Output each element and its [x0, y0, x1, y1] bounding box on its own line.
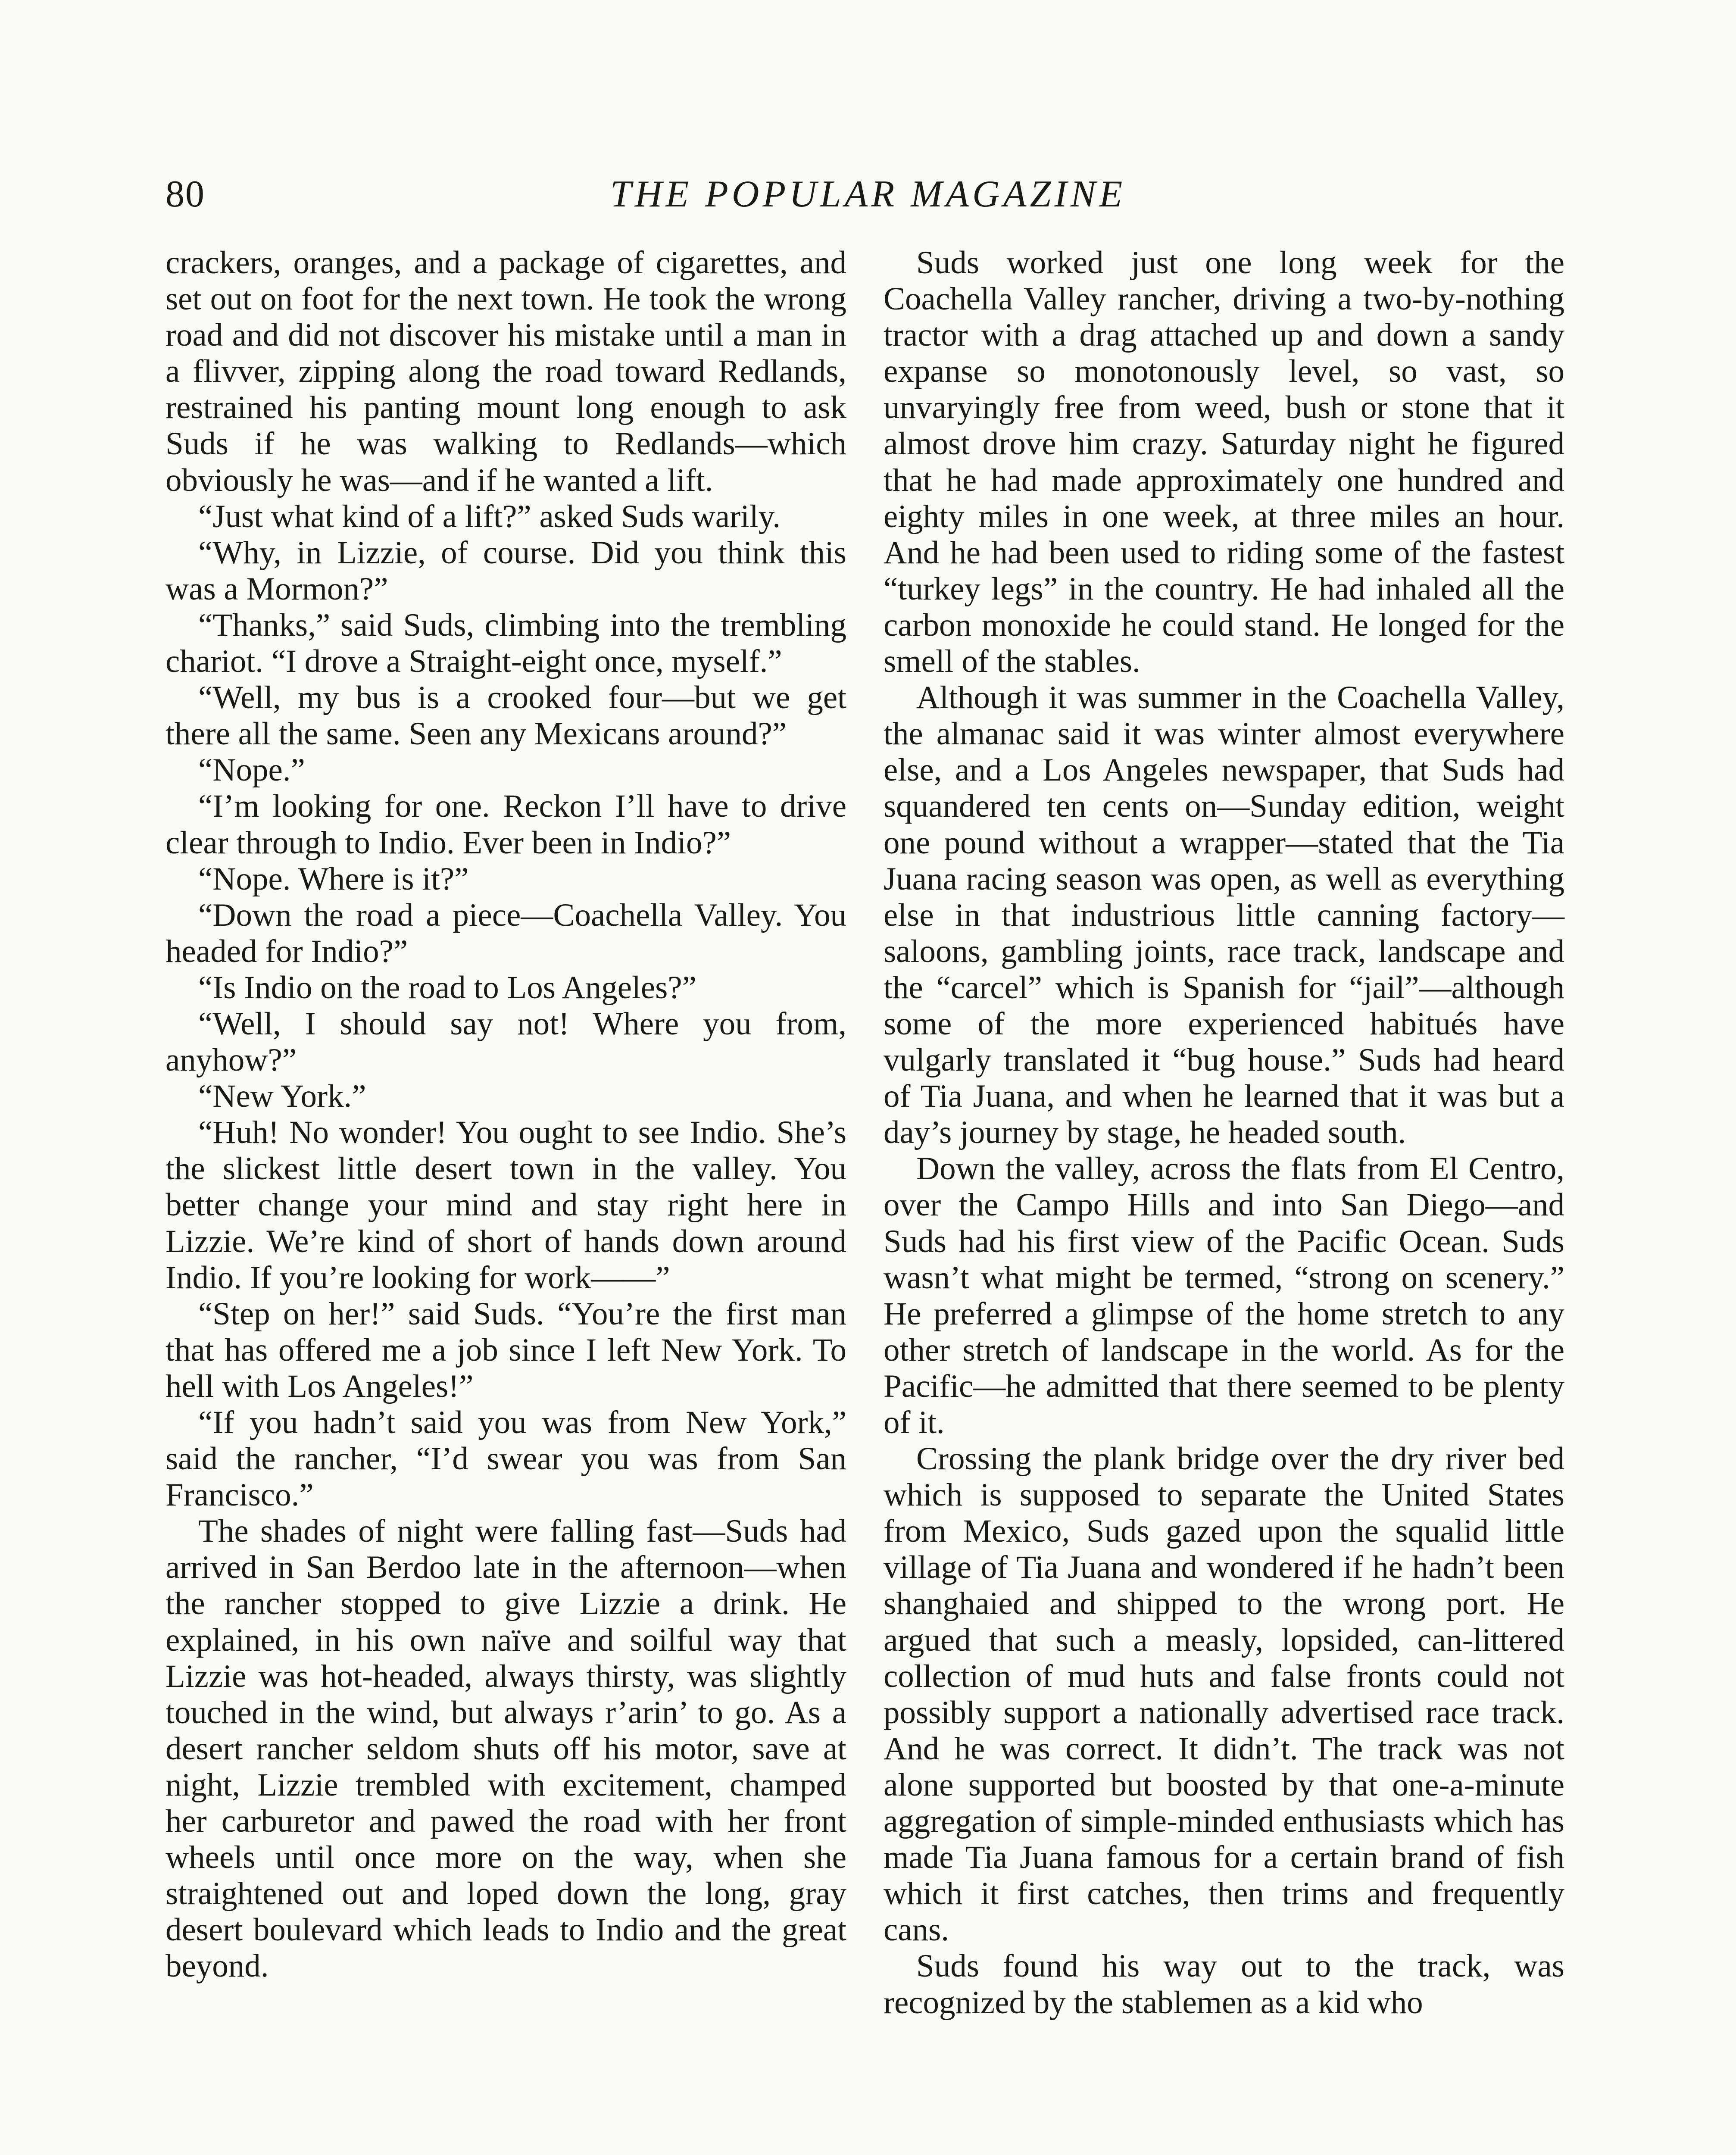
running-title: THE POPULAR MAGAZINE	[610, 173, 1126, 215]
paragraph: Suds found his way out to the track, was recognized by the stablemen as a kid who	[884, 1948, 1564, 2021]
paragraph: crackers, oranges, and a package of cigarettes, and set out on foot for the next town. He took the wrong road and did not discover his mistake until a man in a flivver, zipping along the road toward Redlands, restrained his panting mount long enough to ask Suds if he was walking to Redlands—which obviously he was—and if he wanted a lift.	[165, 245, 846, 498]
right-column	[884, 245, 1564, 2021]
page-header	[165, 166, 1571, 222]
page-number: 80	[165, 173, 205, 215]
paragraph: “Is Indio on the road to Los Angeles?”	[198, 969, 696, 1006]
left-column	[165, 245, 846, 1985]
paragraph: “New York.”	[198, 1078, 366, 1115]
paragraph: “Step on her!” said Suds. “You’re the first man that has offered me a job since I left New York. To hell with Los Angeles!”	[165, 1296, 846, 1404]
paragraph: “Nope. Where is it?”	[198, 861, 469, 897]
paragraph: Although it was summer in the Coachella Valley, the almanac said it was winter almost everywhere else, and a Los Angeles newspaper, that Suds had squandered ten cents on—Sunday edition, weight one pound without a wrapper—stated that the Tia Juana racing season was open, as well as everything else in that industrious little canning factory—saloons, gambling joints, race track, landscape and the “carcel” which is Spanish for “jail”—although some of the more experienced habitués have vulgarly translated it “bug house.” Suds had heard of Tia Juana, and when he learned that it was but a day’s journey by stage, he headed south.	[884, 680, 1564, 1151]
paragraph: “If you hadn’t said you was from New York,” said the rancher, “I’d swear you was from San Francisco.”	[165, 1405, 846, 1513]
paragraph: Down the valley, across the flats from El Centro, over the Campo Hills and into San Diego—and Suds had his first view of the Pacific Ocean. Suds wasn’t what might be termed, “strong on scenery.” He preferred a glimpse of the home stretch to any other stretch of landscape in the world. As for the Pacific—he admitted that there seemed to be plenty of it.	[884, 1151, 1564, 1440]
paragraph: Suds worked just one long week for the Coachella Valley rancher, driving a two-by-nothing tractor with a drag attached up and down a sandy expanse so monotonously level, so vast, so unvaryingly free from weed, bush or stone that it almost drove him crazy. Saturday night he figured that he had made approximately one hundred and eighty miles in one week, at three miles an hour. And he had been used to riding some of the fastest “turkey legs” in the country. He had inhaled all the carbon monoxide he could stand. He longed for the smell of the stables.	[884, 245, 1564, 680]
paragraph: “Nope.”	[198, 752, 305, 788]
paragraph: “Why, in Lizzie, of course. Did you think this was a Mormon?”	[165, 534, 846, 607]
paragraph: The shades of night were falling fast—Suds had arrived in San Berdoo late in the afternoon—when the rancher stopped to give Lizzie a drink. He explained, in his own naïve and soilful way that Lizzie was hot-headed, always thirsty, was slightly touched in the wind, but always r’arin’ to go. As a desert rancher seldom shuts off his motor, save at night, Lizzie trembled with excitement, champed her carburetor and pawed the road with her front wheels until once more on the way, when she straightened out and loped down the long, gray desert boulevard which leads to Indio and the great beyond.	[165, 1513, 846, 1984]
paragraph: “Well, I should say not! Where you from, anyhow?”	[165, 1006, 846, 1078]
paragraph: “Just what kind of a lift?” asked Suds warily.	[198, 498, 781, 534]
paragraph: Crossing the plank bridge over the dry river bed which is supposed to separate the United States from Mexico, Suds gazed upon the squalid little village of Tia Juana and wondered if he hadn’t been shanghaied and shipped to the wrong port. He argued that such a measly, lopsided, can-littered collection of mud huts and false fronts could not possibly support a nationally advertised race track. And he was correct. It didn’t. The track was not alone supported but boosted by that one-a-minute aggregation of simple-minded enthusiasts which has made Tia Juana famous for a certain brand of fish which it first catches, then trims and frequently cans.	[884, 1441, 1564, 1948]
paragraph: “Huh! No wonder! You ought to see Indio. She’s the slickest little desert town in the valley. You better change your mind and stay right here in Lizzie. We’re kind of short of hands down around Indio. If you’re looking for work——”	[165, 1115, 846, 1296]
paragraph: “I’m looking for one. Reckon I’ll have to drive clear through to Indio. Ever been in Indio?”	[165, 788, 846, 861]
paragraph: “Thanks,” said Suds, climbing into the trembling chariot. “I drove a Straight-eight once, myself.”	[165, 607, 846, 680]
paragraph: “Down the road a piece—Coachella Valley. You headed for Indio?”	[165, 897, 846, 969]
paragraph: “Well, my bus is a crooked four—but we get there all the same. Seen any Mexicans around?”	[165, 680, 846, 752]
